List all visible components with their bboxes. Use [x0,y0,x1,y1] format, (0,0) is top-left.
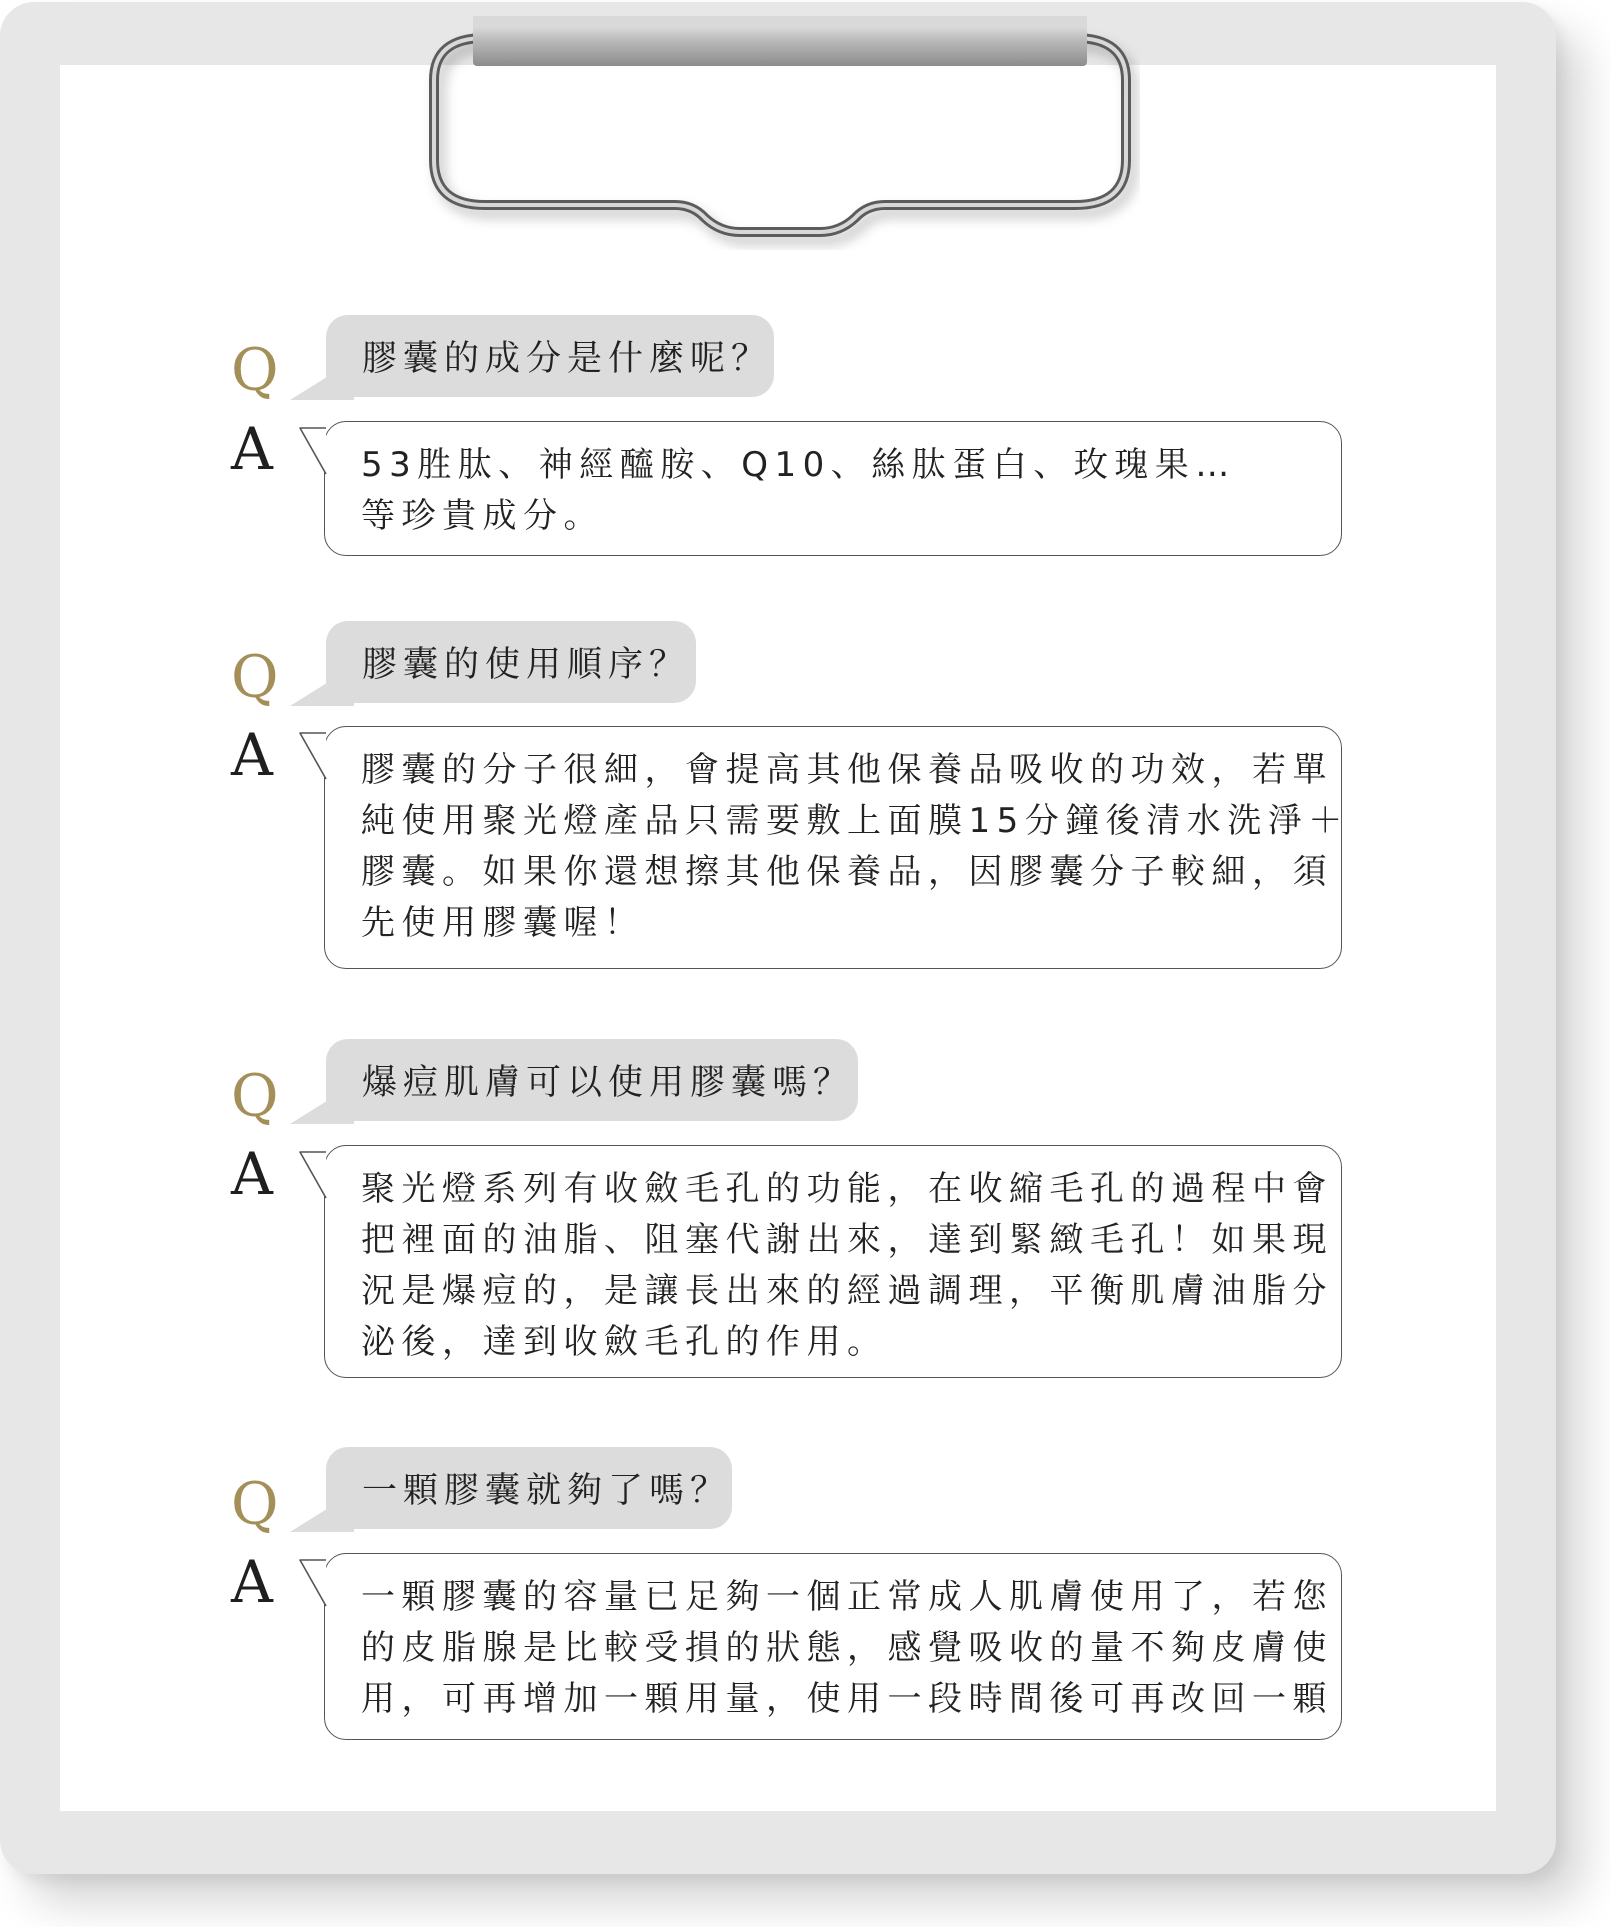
answer-line: 把裡面的油脂、阻塞代謝出來，達到緊緻毛孔！如果現 [361,1220,1333,1260]
q-label: Q [231,1062,279,1130]
answer-bubble [324,1145,1342,1378]
answer-line: 純使用聚光燈產品只需要敷上面膜15分鐘後清水洗淨＋ [361,801,1349,841]
answer-line: 膠囊。如果你還想擦其他保養品，因膠囊分子較細，須 [361,852,1333,892]
question-text: 爆痘肌膚可以使用膠囊嗎？ [362,1063,855,1103]
answer-bubble-tail [296,422,330,482]
question-bubble [326,1039,858,1121]
answer-line: 53胜肽、神經醯胺、Q10、絲肽蛋白、玫瑰果… [361,445,1236,485]
question-bubble [326,315,774,397]
a-label: A [231,1140,273,1208]
question-bubble [326,621,696,703]
question-text: 膠囊的成分是什麼呢？ [362,339,773,379]
answer-line: 的皮脂腺是比較受損的狀態，感覺吸收的量不夠皮膚使 [361,1628,1333,1668]
question-text: 膠囊的使用順序？ [362,645,691,685]
answer-line: 膠囊的分子很細，會提高其他保養品吸收的功效，若單 [361,750,1333,790]
a-label: A [231,1548,273,1616]
answer-bubble [324,726,1349,969]
a-label: A [231,415,273,483]
answer-line: 一顆膠囊的容量已足夠一個正常成人肌膚使用了，若您 [361,1577,1333,1617]
answer-line: 泌後，達到收斂毛孔的作用。 [361,1322,888,1362]
question-bubble [326,1447,732,1529]
a-label: A [231,721,273,789]
answer-bubble [324,1553,1342,1740]
answer-bubble-tail [296,1146,330,1206]
q-label: Q [231,643,279,711]
answer-line: 先使用膠囊喔！ [361,903,645,943]
answer-line: 聚光燈系列有收斂毛孔的功能，在收縮毛孔的過程中會 [361,1169,1333,1209]
answer-bubble-tail [296,1554,330,1614]
answer-bubble [324,421,1342,556]
q-label: Q [231,1470,279,1538]
answer-line: 用，可再增加一顆用量，使用一段時間後可再改回一顆 [361,1679,1333,1719]
q-label: Q [231,336,279,404]
question-text: 一顆膠囊就夠了嗎？ [362,1471,732,1511]
answer-bubble-tail [296,727,330,787]
clipboard-clip-icon [420,10,1140,250]
answer-line: 等珍貴成分。 [361,496,604,536]
answer-line: 況是爆痘的，是讓長出來的經過調理，平衡肌膚油脂分 [361,1271,1333,1311]
